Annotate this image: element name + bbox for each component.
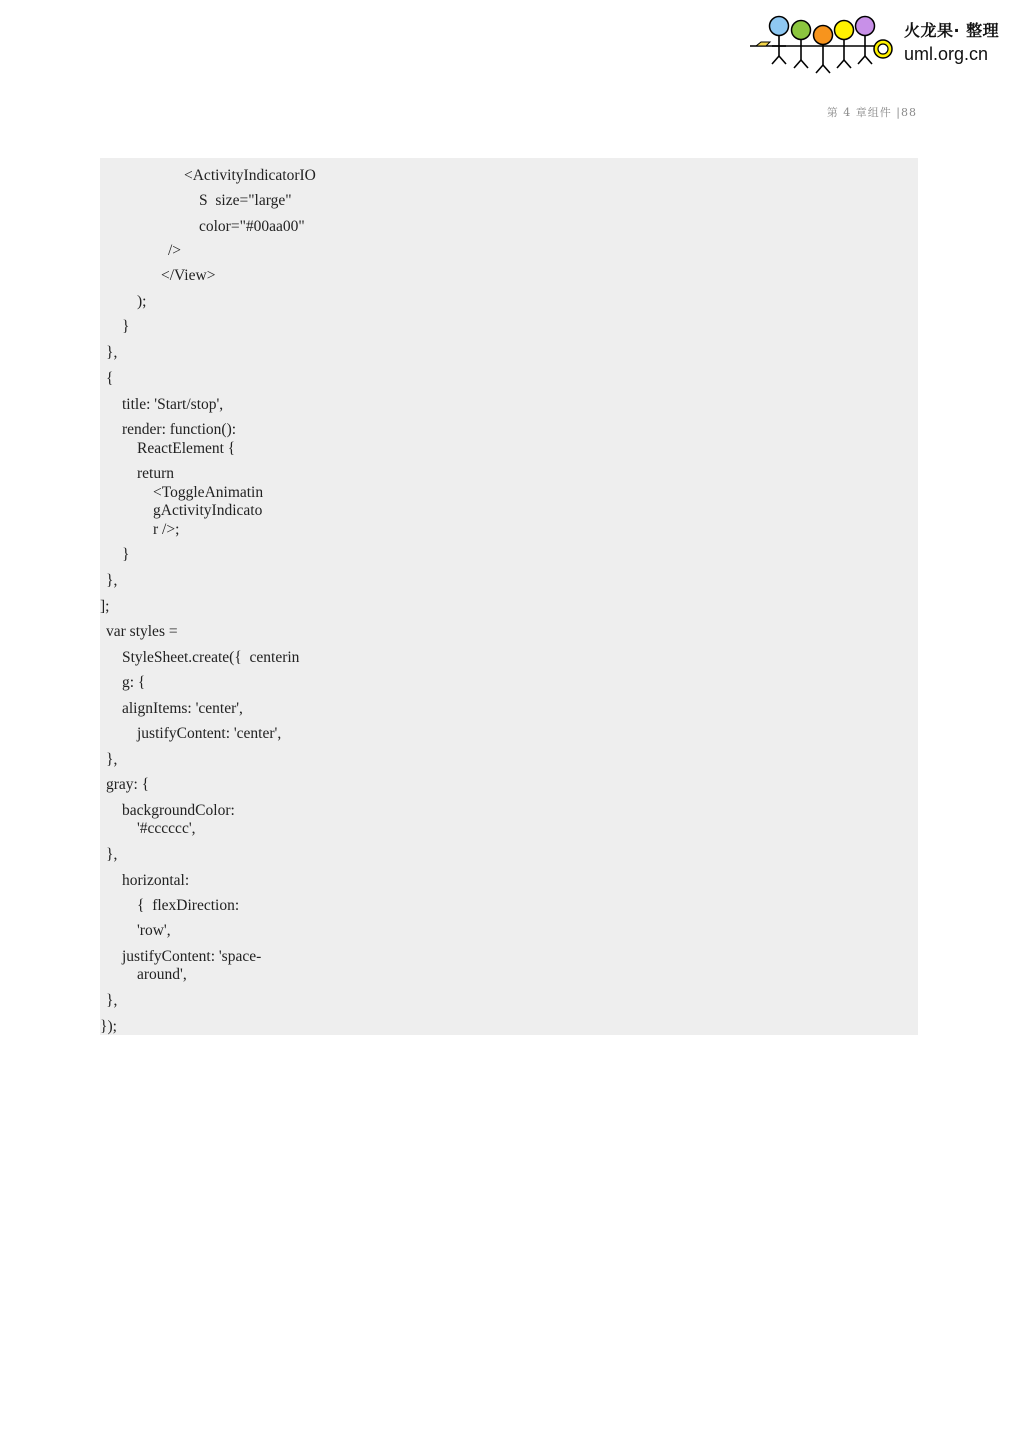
code-line: }, [106, 572, 118, 589]
code-line: '#cccccc', [137, 820, 196, 837]
code-line: 'row', [137, 922, 171, 939]
code-block [100, 158, 918, 1035]
code-line: r />; [153, 521, 180, 538]
head-green [792, 21, 811, 40]
code-line: around', [137, 966, 187, 983]
header-separator: | [896, 106, 901, 119]
code-line: ]; [100, 598, 110, 615]
code-line: }, [106, 751, 118, 768]
code-line: StyleSheet.create({ centerin [122, 649, 300, 666]
code-line: title: 'Start/stop', [122, 396, 224, 413]
head-blue [770, 17, 789, 36]
code-line: }); [100, 1018, 117, 1035]
code-line: <ActivityIndicatorIO [184, 167, 316, 184]
code-line: } [122, 546, 130, 563]
chapter-title: 第 4 章组件 [826, 106, 892, 119]
head-orange [814, 26, 833, 45]
code-line: }, [106, 992, 118, 1009]
head-purple [856, 17, 875, 36]
code-line: alignItems: 'center', [122, 700, 243, 717]
code-line: gray: { [106, 776, 150, 793]
stick-figures-logo-icon [748, 12, 898, 76]
head-yellow [835, 21, 854, 40]
code-line: ); [137, 293, 147, 310]
code-line: S size="large" [199, 192, 292, 209]
code-line: var styles = [106, 623, 178, 640]
code-line: }, [106, 344, 118, 361]
code-line: backgroundColor: [122, 802, 235, 819]
code-line: justifyContent: 'center', [137, 725, 282, 742]
page-number: 88 [901, 106, 917, 119]
code-line: color="#00aa00" [199, 218, 305, 235]
code-line: render: function(): [122, 421, 237, 438]
code-line: horizontal: [122, 872, 190, 889]
code-line: { flexDirection: [137, 897, 240, 914]
logo-title: 火龙果· 整理 [904, 21, 1000, 40]
code-line: } [122, 318, 130, 335]
code-line: }, [106, 846, 118, 863]
logo [748, 12, 1010, 76]
code-line: g: { [122, 674, 146, 691]
code-line: justifyContent: 'space- [122, 948, 262, 965]
code-line: ReactElement { [137, 440, 236, 457]
code-line: gActivityIndicato [153, 502, 263, 519]
code-line: return [137, 465, 175, 482]
code-line: { [106, 370, 114, 387]
logo-url: uml.org.cn [904, 44, 989, 64]
code-line: <ToggleAnimatin [153, 484, 264, 501]
code-line: </View> [161, 267, 216, 284]
code-line: /> [168, 242, 182, 259]
page-header [827, 104, 917, 120]
